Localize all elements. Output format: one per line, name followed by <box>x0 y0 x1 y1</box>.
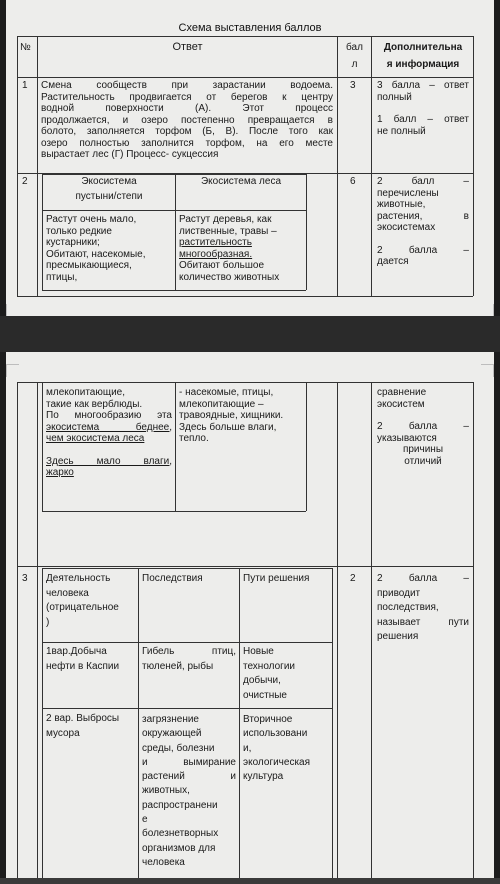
row2-col1-line: кустарники; <box>46 237 100 248</box>
row3-r2-consequences <box>142 713 236 870</box>
row3-cell-line: загрязнение <box>142 714 199 725</box>
row3-cell-line: е <box>142 814 148 826</box>
row2-col1-line: млекопитающие, <box>46 387 126 398</box>
row3-cell-line: экологическая <box>243 756 311 768</box>
row3-cell-line: болезнетворных <box>142 828 219 840</box>
page-corner-mark <box>481 304 494 316</box>
row2-col2-line: травоядные, хищники. <box>179 410 284 421</box>
row2-col1-header-line: Экосистема <box>81 176 137 187</box>
row3-header-line: (отрицательное <box>46 602 119 613</box>
row2-num: 2 <box>22 176 28 187</box>
page-corner-mark <box>481 364 494 377</box>
row1-answer-line: озеро полностью заполнится торфом, на его месте <box>41 137 333 149</box>
row2-col1-header <box>43 176 175 202</box>
row1-info-line: 1 балл – ответ <box>377 114 469 125</box>
row2-col1-line: чем экосистема леса <box>46 433 145 444</box>
row2-col2-header: Экосистема леса <box>200 176 282 187</box>
row3-cell-line: организмов для <box>142 842 216 854</box>
row2-col2-line: Растут деревья, как <box>179 214 272 225</box>
bottom-edge <box>0 878 500 884</box>
row2-col1-line: такие как верблюды. <box>46 398 143 410</box>
row3-info-line: называет пути <box>377 616 469 628</box>
row3-cell-line: добычи, <box>243 675 281 686</box>
row3-cell-line: нефти в Каспии <box>46 660 120 672</box>
row1-answer-line: водной поверхности (А). Этот процесс <box>41 103 333 114</box>
row3-cell-line: Новые <box>243 646 274 657</box>
row3-header-activity <box>46 573 136 628</box>
row1-info-line: не полный <box>377 125 426 137</box>
row2-col1-line: экосистема беднее, <box>46 421 172 433</box>
row2-col1-top <box>46 214 174 283</box>
row2-info-line: 2 балл – <box>377 176 469 187</box>
row2-info-spacer <box>377 234 469 245</box>
row2-col1-spacer <box>46 445 172 456</box>
row3-info-line: приводит <box>377 587 421 599</box>
row2-score: 6 <box>350 176 356 187</box>
row1-answer <box>41 80 333 161</box>
row3-r1-activity <box>46 646 136 672</box>
row2-info-line: указываются <box>377 432 437 444</box>
row2-col1-line: Растут очень мало, <box>46 214 137 225</box>
row2-col2-bottom <box>179 387 305 445</box>
row3-cell-line: технологии <box>243 660 296 672</box>
row2-info-line: экосистем <box>377 398 425 410</box>
row1-answer-line: вырастает лес (Г) Процесс- сукцессия <box>41 149 219 160</box>
row2-info-line: животные, <box>377 199 426 210</box>
row2-col2-line: лиственные, травы – <box>179 225 277 237</box>
row2-info-line: сравнение <box>377 387 427 398</box>
row2-col1-header-line: пустыни/степи <box>75 190 143 202</box>
row3-header-line: человека <box>46 587 89 599</box>
row2-info-line: дается <box>377 256 409 267</box>
header-score <box>338 42 371 70</box>
row3-r1-consequences <box>142 646 236 672</box>
row3-info <box>377 573 469 643</box>
row2-col2-line: количество животных <box>179 271 280 283</box>
row3-cell-line: распространени <box>142 799 218 811</box>
row2-info-spacer <box>377 410 469 421</box>
row2-col1-line: птицы, <box>46 271 78 283</box>
row1-score: 3 <box>350 80 356 91</box>
row1-answer-line: Растительность продвигается от берегов к центру <box>41 91 333 103</box>
page-corner-mark <box>6 304 19 316</box>
header-answer: Ответ <box>172 41 203 53</box>
row1-info-line: 3 балла – ответ <box>377 80 469 91</box>
row3-cell-line: мусора <box>46 727 80 739</box>
row1-info-line: полный <box>377 91 412 103</box>
row3-cell-line: человека <box>142 856 185 868</box>
row2-col2-line: растительность <box>179 237 252 248</box>
page-title: Схема выставления баллов <box>178 22 322 34</box>
row2-col1-line: только редкие <box>46 225 112 237</box>
row3-header-solutions: Пути решения <box>243 573 310 584</box>
row2-col1-line: жарко <box>46 467 74 478</box>
row2-info-bottom <box>377 387 469 467</box>
row1-num: 1 <box>22 80 28 91</box>
row2-col1-line: Обитают, насекомые, <box>46 248 146 260</box>
row3-header-line: ) <box>46 616 50 628</box>
row3-cell-line: очистные <box>243 689 287 701</box>
header-num: № <box>20 42 31 53</box>
row3-cell-line: культура <box>243 771 284 783</box>
row3-cell-line: использовани <box>243 728 308 740</box>
row3-cell-line: животных, <box>142 785 190 797</box>
row2-col2-line: - насекомые, птицы, <box>179 387 274 398</box>
row2-col2-line: тепло. <box>179 433 209 444</box>
row3-cell-line: окружающей <box>142 728 202 740</box>
row1-answer-line: болото, заполняется торфом (Б, В). После того как <box>41 126 333 137</box>
row2-col1-line: Здесь мало влаги, <box>46 455 172 467</box>
row3-score: 2 <box>350 573 356 584</box>
row2-info-top <box>377 176 469 268</box>
row2-info-line: отличий <box>404 455 442 467</box>
row3-cell-line: Гибель птиц, <box>142 646 236 657</box>
row3-cell-line: 2 вар. Выбросы <box>46 713 120 724</box>
row2-info-line: растения, в <box>377 210 469 222</box>
header-info <box>373 42 473 70</box>
row2-col1-line: По многообразию эта <box>46 410 172 421</box>
header-info-line: я информация <box>386 58 460 70</box>
row3-cell-line: 1вар.Добыча <box>46 646 107 657</box>
row3-cell-line: и вымирание <box>142 756 236 768</box>
row3-info-line: 2 балла – <box>377 573 469 584</box>
row3-r1-solutions <box>243 646 331 701</box>
row2-col1-line: пресмыкающиеся, <box>46 260 132 271</box>
row3-cell-line: тюленей, рыбы <box>142 660 214 672</box>
row2-col2-line: млекопитающие – <box>179 398 264 410</box>
row2-col2-line: многообразная. <box>179 248 253 260</box>
row2-info-line: 2 балла – <box>377 244 469 256</box>
row3-r2-activity <box>46 713 136 739</box>
row2-info-line: 2 балла – <box>377 421 469 432</box>
row1-answer-line: продолжается, и озеро постепенно превращается в <box>41 114 333 126</box>
row3-num: 3 <box>22 573 28 584</box>
page-gap <box>0 316 500 352</box>
row2-col1-bottom <box>46 387 172 479</box>
row3-info-line: решения <box>377 631 419 642</box>
row3-info-line: последствия, <box>377 602 439 613</box>
row2-col2-line: Здесь больше влаги, <box>179 421 277 433</box>
header-score-line: л <box>351 58 358 70</box>
row3-cell-line: и, <box>243 742 252 754</box>
row2-info-line: причины <box>402 444 444 455</box>
row3-header-line: Деятельность <box>46 573 111 584</box>
row2-info-line: перечислены <box>377 187 439 199</box>
row2-col2-top <box>179 214 305 283</box>
row2-col2-line: Обитают большое <box>179 260 265 271</box>
page-corner-mark <box>6 364 19 377</box>
row3-header-consequences: Последствия <box>142 573 203 584</box>
row3-cell-line: растений и <box>142 771 236 783</box>
row1-answer-line: Смена сообществ при зарастании водоема. <box>41 80 333 91</box>
header-score-line: бал <box>346 42 363 53</box>
row1-info <box>377 80 469 137</box>
row3-r2-solutions <box>243 713 331 784</box>
row3-cell-line: среды, болезни <box>142 742 215 754</box>
row2-info-line: экосистемах <box>377 222 436 233</box>
header-info-line: Дополнительна <box>383 42 463 53</box>
row3-cell-line: Вторичное <box>243 714 293 725</box>
